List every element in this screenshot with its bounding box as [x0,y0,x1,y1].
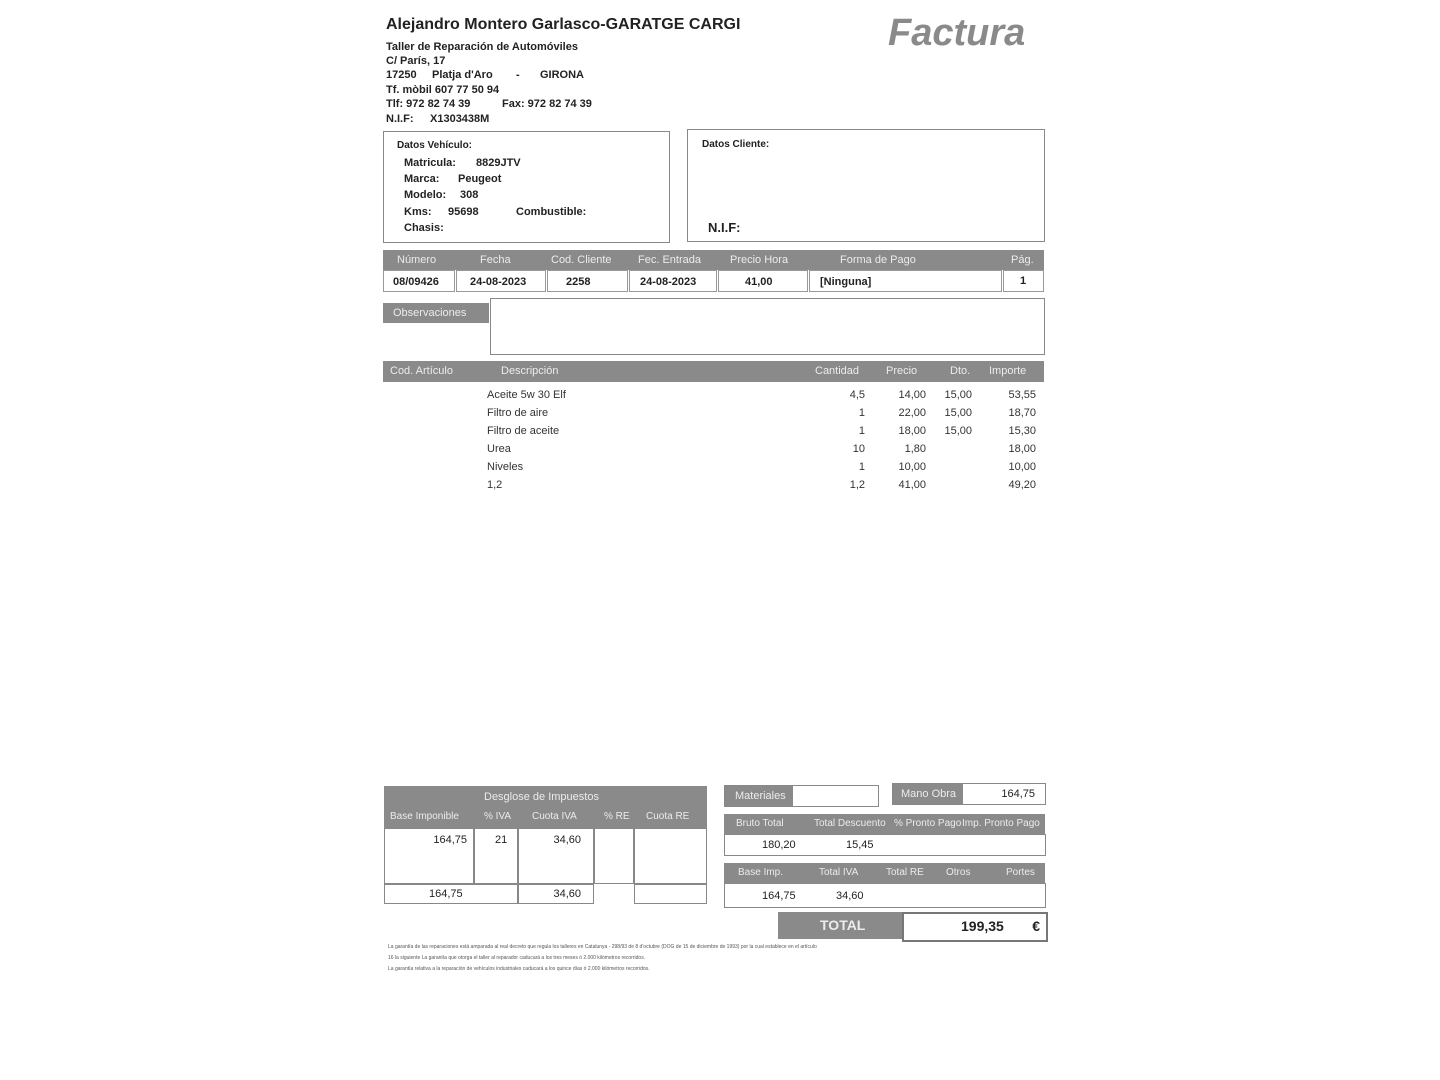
currency-symbol: € [1032,918,1040,934]
page-number: 1 [1020,275,1027,287]
item-description: 1,2 [487,479,503,491]
labor-label-box [893,784,963,804]
header-entry-date: Fec. Entrada [638,254,701,266]
invoice-date: 24-08-2023 [470,276,527,288]
number-cell [383,270,455,292]
tax-total-base-cell [384,884,518,904]
line-items [383,389,1044,499]
plate-label: Matricula: [404,157,456,169]
header-client-code: Cod. Cliente [551,254,612,266]
col-quantity: Cantidad [815,365,860,377]
header-number: Número [397,254,437,266]
tax-total-iva: 34,60 [553,888,581,900]
shipping-label: Portes [1006,867,1035,878]
footer-line-2: 16 la siguiente La garantía que otorga el taller al reparador caducará a los tres meses ó 2.000 kilómetros recorridos. [388,955,646,961]
tax-col-re-amount: Cuota RE [646,811,690,822]
base-label: Base Imp. [738,867,784,878]
brand-label: Marca: [404,173,440,185]
invoice-header-values [383,270,1044,292]
tax-re-pct-cell [594,828,634,884]
tax-col-base: Base Imponible [390,811,459,822]
total-iva-label: Total IVA [819,867,859,878]
company-phone: Tlf: 972 82 74 39 [386,98,471,110]
tax-iva-amount-value: 34,60 [553,834,581,846]
header-hour-price: Precio Hora [730,254,789,266]
item-discount: 15,00 [944,425,972,437]
tax-col-iva-amount: Cuota IVA [532,811,577,822]
item-quantity: 10 [852,443,865,455]
total-discount-label: Total Descuento [814,818,886,829]
item-description: Urea [487,443,511,455]
item-price: 1,80 [904,443,926,455]
total-value-box [902,912,1048,942]
vehicle-box [383,131,670,243]
chassis-label: Chasis: [404,222,444,234]
prompt-payment-amount-label: Imp. Pronto Pago [962,818,1040,829]
footer-legal [388,942,1048,975]
item-price: 41,00 [898,479,926,491]
entry-date: 24-08-2023 [640,276,697,288]
company-fax: Fax: 972 82 74 39 [502,98,592,110]
summary-row2-values [724,834,1046,856]
item-amount: 53,55 [1008,389,1036,401]
client-code: 2258 [566,276,591,288]
materials-label-box [725,786,793,806]
lines-header-bar [383,361,1044,382]
kms-value: 95698 [448,206,479,218]
company-zip: 17250 [386,69,417,81]
tax-base-value: 164,75 [433,834,467,846]
gross-total-value: 180,20 [762,839,796,851]
company-nif: X1303438M [430,113,490,125]
brand-value: Peugeot [458,173,502,185]
item-description: Filtro de aire [487,407,549,419]
item-quantity: 1,2 [849,479,865,491]
item-price: 10,00 [898,461,926,473]
total-value: 199,35 [961,918,1004,934]
item-price: 18,00 [898,425,926,437]
observations-box [490,298,1045,355]
model-label: Modelo: [404,189,447,201]
client-code-cell [547,270,628,292]
base-value: 164,75 [762,890,796,902]
invoice-header-bar [383,250,1044,270]
labor-label: Mano Obra [901,788,957,800]
tax-base-cell [384,828,474,884]
item-discount: 15,00 [944,407,972,419]
tax-breakdown-title: Desglose de Impuestos [484,791,599,803]
summary-row3-header [724,863,1045,883]
item-quantity: 1 [858,461,865,473]
client-nif-label: N.I.F: [708,220,741,235]
line-item [383,461,1043,479]
hour-price: 41,00 [745,276,773,288]
col-article-code: Cod. Artículo [390,365,453,377]
vehicle-box-title: Datos Vehículo: [397,140,473,151]
item-description: Aceite 5w 30 Elf [487,389,566,401]
line-item [383,443,1043,461]
observations-label-box [383,303,489,323]
header-page: Pág. [1011,254,1034,266]
page-cell [1003,270,1044,292]
tax-total-re-cell [634,884,707,904]
header-payment: Forma de Pago [840,254,916,266]
tax-iva-pct-value: 21 [495,834,508,846]
observations-label: Observaciones [393,307,467,319]
client-box [687,129,1045,242]
others-label: Otros [946,867,971,878]
labor-box [892,783,1046,805]
item-amount: 18,70 [1008,407,1036,419]
company-subtitle: Taller de Reparación de Automóviles [386,41,578,53]
company-province: GIRONA [540,69,584,81]
col-price: Precio [886,365,918,377]
summary-row3-values [724,883,1046,908]
tax-iva-amount-cell [518,828,594,884]
company-mobile: Tf. mòbil 607 77 50 94 [386,84,500,96]
kms-label: Kms: [404,206,432,218]
payment-method: [Ninguna] [820,276,872,288]
tax-breakdown-header [384,786,707,828]
item-description: Niveles [487,461,524,473]
total-iva-value: 34,60 [836,890,864,902]
document-title: Factura [888,12,1026,54]
gross-total-label: Bruto Total [736,818,784,829]
col-amount: Importe [989,365,1027,377]
company-city: Platja d'Aro [432,69,493,81]
line-item [383,479,1043,497]
tax-total-iva-cell [518,884,594,904]
line-item [383,407,1043,425]
fuel-label: Combustible: [516,206,587,218]
prompt-payment-pct-label: % Pronto Pago [894,818,962,829]
col-discount: Dto. [950,365,971,377]
entry-date-cell [629,270,717,292]
line-item [383,425,1043,443]
tax-re-amount-cell [634,828,707,884]
summary-row2-header [724,814,1045,834]
tax-iva-pct-cell [474,828,518,884]
total-discount-value: 15,45 [846,839,874,851]
payment-cell [809,270,1002,292]
hour-price-cell [718,270,808,292]
tax-col-re-pct: % RE [604,811,630,822]
item-amount: 18,00 [1008,443,1036,455]
total-label-box [778,912,902,939]
line-item [383,389,1043,407]
item-amount: 15,30 [1008,425,1036,437]
client-box-title: Datos Cliente: [702,139,770,150]
item-price: 14,00 [898,389,926,401]
date-cell [456,270,546,292]
materials-label: Materiales [735,790,786,802]
materials-box [724,785,879,807]
invoice-number: 08/09426 [393,276,439,288]
header-date: Fecha [480,254,511,266]
item-amount: 49,20 [1008,479,1036,491]
total-re-label: Total RE [886,867,924,878]
footer-line-1: La garantía de las reparaciones está amparada al real decreto que regula los talleres en Catalunya - 298/93 de 8 d'octubre (DOG de 15 de diciembre de 1993) por la cual establece en el artículo [388,944,817,950]
item-quantity: 4,5 [849,389,865,401]
company-city-separator: - [516,69,520,81]
tax-col-iva-pct: % IVA [484,811,512,822]
labor-value: 164,75 [1001,788,1035,800]
plate-value: 8829JTV [476,157,521,169]
model-value: 308 [460,189,479,201]
footer-line-3: La garantía relativa a la reparación de vehículos industriales caducará a los quince días ó 2.000 kilómetros recorridos. [388,966,650,972]
item-quantity: 1 [858,407,865,419]
item-quantity: 1 [858,425,865,437]
item-discount: 15,00 [944,389,972,401]
item-amount: 10,00 [1008,461,1036,473]
company-nif-label: N.I.F: [386,113,414,125]
item-description: Filtro de aceite [487,425,560,437]
col-description: Descripción [501,365,559,377]
company-name: Alejandro Montero Garlasco-GARATGE CARGI [386,16,741,33]
total-label: TOTAL [820,917,866,933]
tax-breakdown-body [384,828,707,906]
tax-total-base: 164,75 [429,888,463,900]
item-price: 22,00 [898,407,926,419]
company-street: C/ París, 17 [386,55,446,67]
